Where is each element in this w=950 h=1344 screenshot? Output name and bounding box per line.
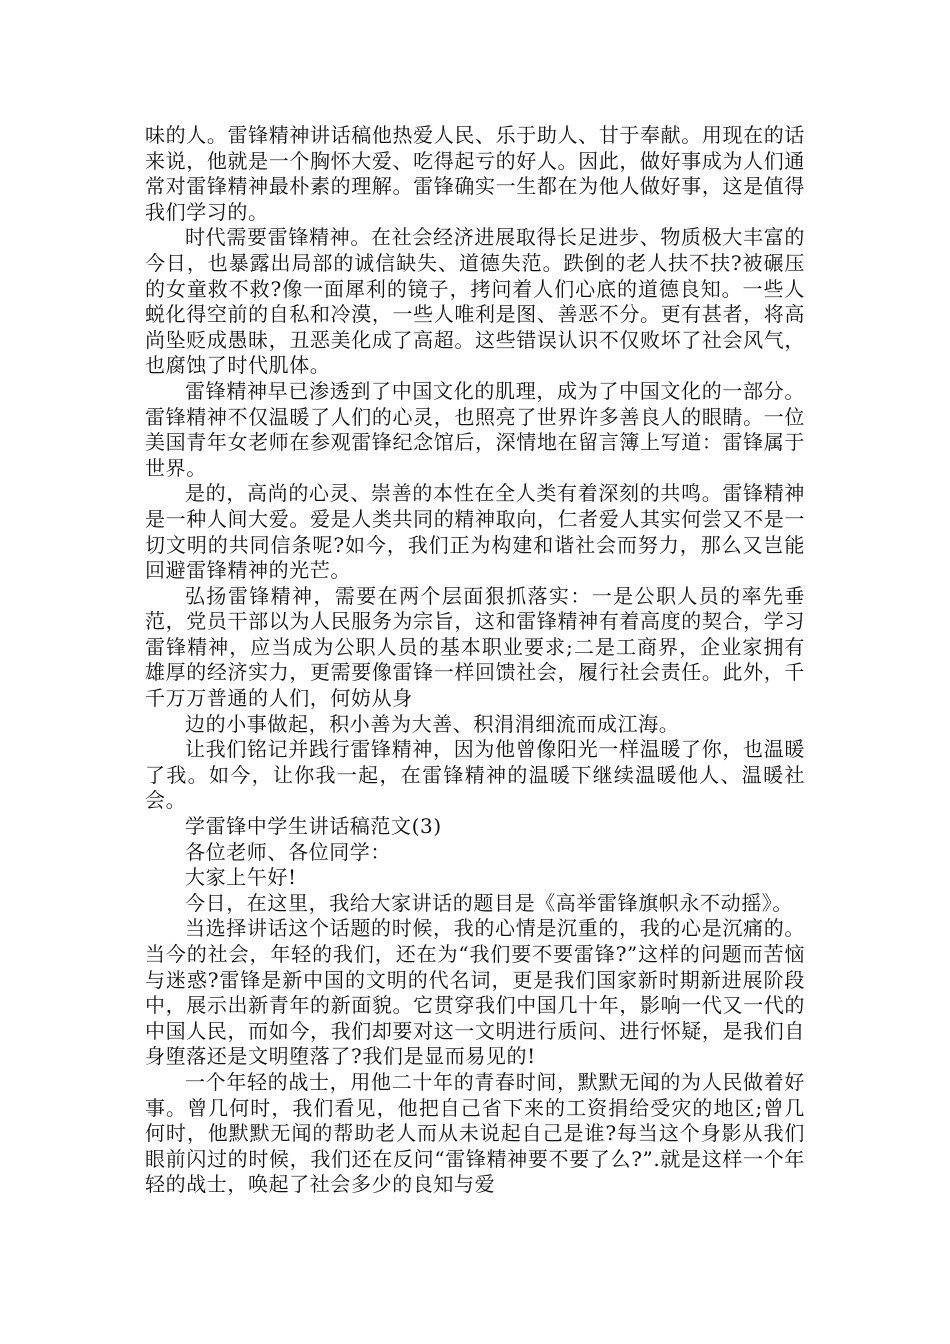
paragraph: 边的小事做起，积小善为大善、积涓涓细流而成江海。 xyxy=(185,711,680,736)
greeting: 大家上午好! xyxy=(185,865,297,890)
paragraph: 今日，在这里，我给大家讲话的题目是《高举雷锋旗帜永不动摇》。 xyxy=(185,890,793,915)
paragraph: 当选择讲话这个话题的时候，我的心情是沉重的，我的心是沉痛的。当今的社会，年轻的我们，还在为“我们要不要雷锋?”这样的问题而苦恼与迷惑?雷锋是新中国的文明的代名词，更是我们国家新时期新进展阶段中，展示出新青年的新面貌。它贯穿我们中国几十年，影响一代又一代的中国人民，而如今，我们却要对这一文明进行质问、进行怀疑，是我们自身堕落还是文明堕落了?我们是显而易见的! xyxy=(145,916,805,1069)
paragraph: 雷锋精神早已渗透到了中国文化的肌理，成为了中国文化的一部分。雷锋精神不仅温暖了人们的心灵，也照亮了世界许多善良人的眼睛。一位美国青年女老师在参观雷锋纪念馆后，深情地在留言簿上写道：雷锋属于世界。 xyxy=(145,378,805,480)
paragraph: 弘扬雷锋精神，需要在两个层面狠抓落实：一是公职人员的率先垂范，党员干部以为人民服务为宗旨，这和雷锋精神有着高度的契合，学习雷锋精神，应当成为公职人员的基本职业要求;二是工商界，企业家拥有雄厚的经济实力，更需要像雷锋一样回馈社会，履行社会责任。此外，千千万万普通的人们，何妨从身 xyxy=(145,583,805,711)
paragraph: 一个年轻的战士，用他二十年的青春时间，默默无闻的为人民做着好事。曾几何时，我们看见，他把自己省下来的工资捐给受灾的地区;曾几何时，他默默无闻的帮助老人而从未说起自己是谁?每当这个身影从我们眼前闪过的时候，我们还在反问“雷锋精神要不要了么?”.就是这样一个年轻的战士，唤起了社会多少的良知与爱 xyxy=(145,1069,805,1197)
document-body xyxy=(145,123,805,1198)
paragraph: 是的，高尚的心灵、崇善的本性在全人类有着深刻的共鸣。雷锋精神是一种人间大爱。爱是人类共同的精神取向，仁者爱人其实何尝又不是一切文明的共同信条呢?如今，我们正为构建和谐社会而努力，那么又岂能回避雷锋精神的光芒。 xyxy=(145,481,805,583)
paragraph: 让我们铭记并践行雷锋精神，因为他曾像阳光一样温暖了你，也温暖了我。如今，让你我一起，在雷锋精神的温暖下继续温暖他人、温暖社会。 xyxy=(145,737,805,813)
paragraph: 时代需要雷锋精神。在社会经济进展取得长足进步、物质极大丰富的今日，也暴露出局部的诚信缺失、道德失范。跌倒的老人扶不扶?被碾压的女童救不救?像一面犀利的镜子，拷问着人们心底的道德良知。一些人蜕化得空前的自私和冷漠，一些人唯利是图、善恶不分。更有甚者，将高尚坠贬成愚昧，丑恶美化成了高超。这些错误认识不仅败坏了社会风气，也腐蚀了时代肌体。 xyxy=(145,225,805,378)
salutation: 各位老师、各位同学： xyxy=(185,839,391,864)
section-heading: 学雷锋中学生讲话稿范文(3) xyxy=(185,814,442,839)
paragraph-continued: 味的人。雷锋精神讲话稿他热爱人民、乐于助人、甘于奉献。用现在的话来说，他就是一个胸怀大爱、吃得起亏的好人。因此，做好事成为人们通常对雷锋精神最朴素的理解。雷锋确实一生都在为他人做好事，这是值得我们学习的。 xyxy=(145,123,805,224)
